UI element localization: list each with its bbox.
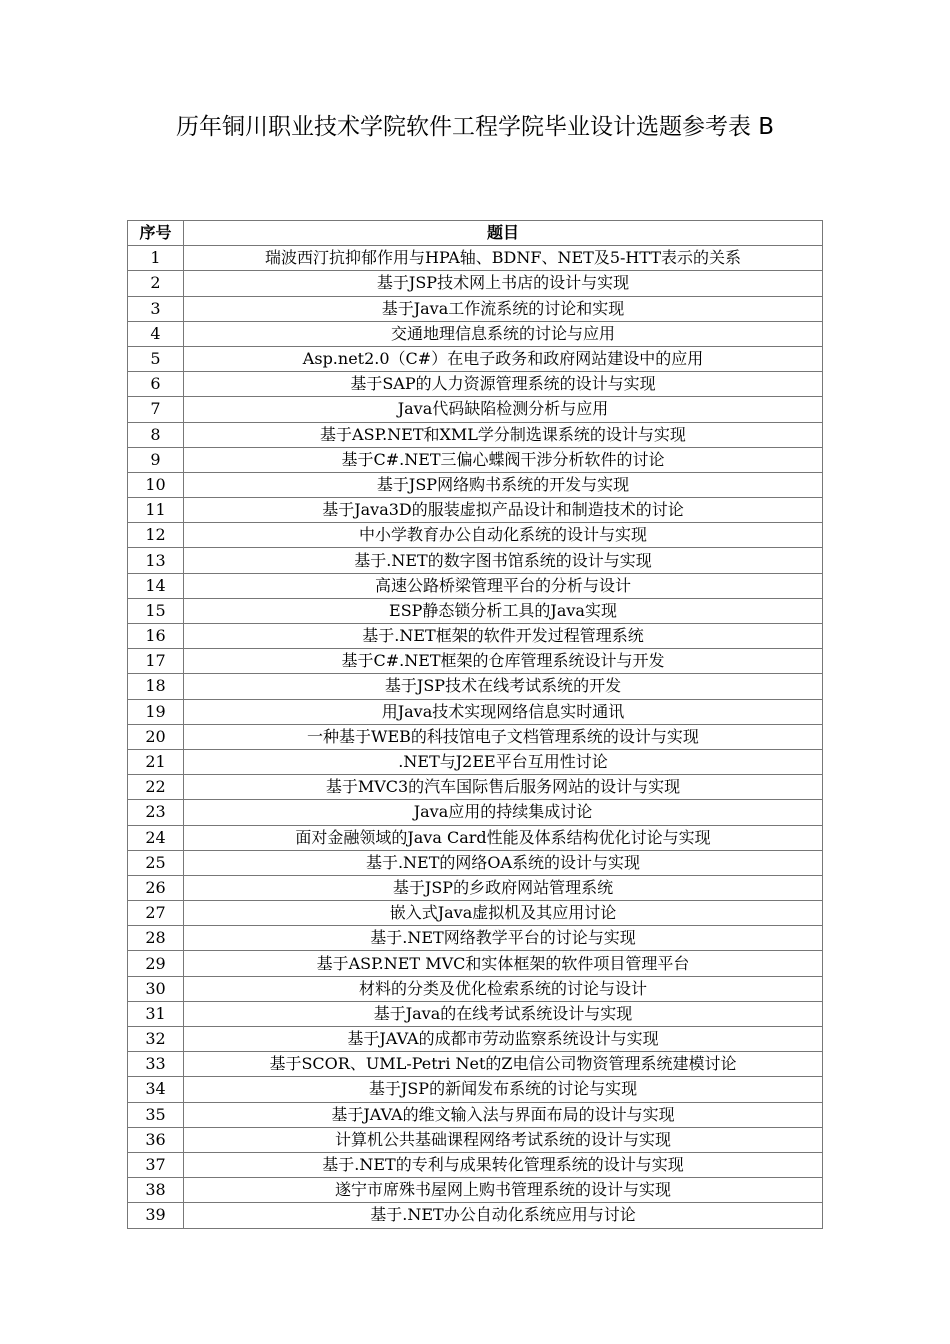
table-row (128, 246, 823, 271)
row-topic: 基于C#.NET框架的仓库管理系统设计与开发 (184, 649, 823, 674)
row-number: 2 (128, 271, 184, 296)
row-number: 17 (128, 649, 184, 674)
row-number: 7 (128, 397, 184, 422)
row-topic: 一种基于WEB的科技馆电子文档管理系统的设计与实现 (184, 724, 823, 749)
table-row (128, 875, 823, 900)
header-topic: 题目 (184, 221, 823, 246)
row-topic: 基于Java工作流系统的讨论和实现 (184, 296, 823, 321)
row-topic: 嵌入式Java虚拟机及其应用讨论 (184, 901, 823, 926)
table-row (128, 976, 823, 1001)
table-row (128, 901, 823, 926)
row-number: 33 (128, 1052, 184, 1077)
row-number: 28 (128, 926, 184, 951)
row-topic: 瑞波西汀抗抑郁作用与HPA轴、BDNF、NET及5-HTT表示的关系 (184, 246, 823, 271)
table-row (128, 372, 823, 397)
row-number: 27 (128, 901, 184, 926)
row-topic: 基于JSP的乡政府网站管理系统 (184, 875, 823, 900)
row-topic: 基于ASP.NET MVC和实体框架的软件项目管理平台 (184, 951, 823, 976)
table-row (128, 1102, 823, 1127)
table-row (128, 825, 823, 850)
row-topic: 基于.NET的网络OA系统的设计与实现 (184, 850, 823, 875)
row-topic: 基于JSP技术网上书店的设计与实现 (184, 271, 823, 296)
row-number: 1 (128, 246, 184, 271)
row-topic: 基于JAVA的成都市劳动监察系统设计与实现 (184, 1027, 823, 1052)
row-number: 24 (128, 825, 184, 850)
table-row (128, 1052, 823, 1077)
row-topic: 面对金融领域的Java Card性能及体系结构优化讨论与实现 (184, 825, 823, 850)
row-topic: 遂宁市席殊书屋网上购书管理系统的设计与实现 (184, 1178, 823, 1203)
row-number: 36 (128, 1127, 184, 1152)
document-title: 历年铜川职业技术学院软件工程学院毕业设计选题参考表 B (175, 114, 775, 140)
row-topic: ESP静态锁分析工具的Java实现 (184, 598, 823, 623)
row-number: 11 (128, 498, 184, 523)
table-row (128, 674, 823, 699)
table-body (128, 246, 823, 1228)
row-topic: 基于Java的在线考试系统设计与实现 (184, 1001, 823, 1026)
row-number: 21 (128, 749, 184, 774)
row-topic: Java应用的持续集成讨论 (184, 800, 823, 825)
row-number: 9 (128, 447, 184, 472)
row-number: 25 (128, 850, 184, 875)
row-number: 22 (128, 775, 184, 800)
row-topic: 基于.NET网络教学平台的讨论与实现 (184, 926, 823, 951)
row-number: 38 (128, 1178, 184, 1203)
row-topic: Asp.net2.0（C#）在电子政务和政府网站建设中的应用 (184, 346, 823, 371)
row-topic: 基于JSP的新闻发布系统的讨论与实现 (184, 1077, 823, 1102)
table-row (128, 1178, 823, 1203)
row-number: 3 (128, 296, 184, 321)
row-number: 23 (128, 800, 184, 825)
row-topic: 基于MVC3的汽车国际售后服务网站的设计与实现 (184, 775, 823, 800)
table-row (128, 1001, 823, 1026)
table-row (128, 1027, 823, 1052)
table-row (128, 926, 823, 951)
table-row (128, 649, 823, 674)
table-row (128, 346, 823, 371)
row-topic: 基于JSP网络购书系统的开发与实现 (184, 472, 823, 497)
table-row (128, 624, 823, 649)
row-topic: 用Java技术实现网络信息实时通讯 (184, 699, 823, 724)
row-number: 15 (128, 598, 184, 623)
row-number: 19 (128, 699, 184, 724)
row-number: 13 (128, 548, 184, 573)
table-row (128, 699, 823, 724)
row-topic: 基于.NET的专利与成果转化管理系统的设计与实现 (184, 1152, 823, 1177)
row-topic: .NET与J2EE平台互用性讨论 (184, 749, 823, 774)
row-topic: Java代码缺陷检测分析与应用 (184, 397, 823, 422)
table-row (128, 951, 823, 976)
row-topic: 基于C#.NET三偏心蝶阀干涉分析软件的讨论 (184, 447, 823, 472)
row-topic: 基于ASP.NET和XML学分制选课系统的设计与实现 (184, 422, 823, 447)
table-row (128, 422, 823, 447)
table-row (128, 271, 823, 296)
row-topic: 基于.NET框架的软件开发过程管理系统 (184, 624, 823, 649)
row-number: 30 (128, 976, 184, 1001)
table-row (128, 296, 823, 321)
row-number: 39 (128, 1203, 184, 1228)
row-topic: 基于.NET的数字图书馆系统的设计与实现 (184, 548, 823, 573)
table-row (128, 1203, 823, 1228)
row-topic: 基于.NET办公自动化系统应用与讨论 (184, 1203, 823, 1228)
table-row (128, 523, 823, 548)
table-row (128, 598, 823, 623)
row-topic: 中小学教育办公自动化系统的设计与实现 (184, 523, 823, 548)
table-row (128, 1152, 823, 1177)
table-row (128, 850, 823, 875)
row-number: 8 (128, 422, 184, 447)
table-header-row (128, 221, 823, 246)
row-number: 18 (128, 674, 184, 699)
table-row (128, 800, 823, 825)
table-row (128, 321, 823, 346)
row-number: 4 (128, 321, 184, 346)
table-row (128, 397, 823, 422)
table-row (128, 548, 823, 573)
table-row (128, 1127, 823, 1152)
row-number: 32 (128, 1027, 184, 1052)
row-number: 26 (128, 875, 184, 900)
row-number: 34 (128, 1077, 184, 1102)
table-row (128, 573, 823, 598)
row-number: 35 (128, 1102, 184, 1127)
row-number: 20 (128, 724, 184, 749)
row-topic: 基于JSP技术在线考试系统的开发 (184, 674, 823, 699)
table-row (128, 749, 823, 774)
table-row (128, 775, 823, 800)
row-number: 31 (128, 1001, 184, 1026)
row-number: 5 (128, 346, 184, 371)
row-topic: 交通地理信息系统的讨论与应用 (184, 321, 823, 346)
table-row (128, 472, 823, 497)
row-topic: 基于SAP的人力资源管理系统的设计与实现 (184, 372, 823, 397)
row-number: 6 (128, 372, 184, 397)
table-row (128, 447, 823, 472)
row-number: 14 (128, 573, 184, 598)
row-number: 37 (128, 1152, 184, 1177)
row-number: 10 (128, 472, 184, 497)
row-number: 29 (128, 951, 184, 976)
row-topic: 材料的分类及优化检索系统的讨论与设计 (184, 976, 823, 1001)
table-row (128, 724, 823, 749)
header-number: 序号 (128, 221, 184, 246)
row-number: 12 (128, 523, 184, 548)
row-topic: 基于Java3D的服装虚拟产品设计和制造技术的讨论 (184, 498, 823, 523)
row-topic: 基于SCOR、UML-Petri Net的Z电信公司物资管理系统建模讨论 (184, 1052, 823, 1077)
row-topic: 高速公路桥梁管理平台的分析与设计 (184, 573, 823, 598)
table-row (128, 498, 823, 523)
row-topic: 基于JAVA的维文输入法与界面布局的设计与实现 (184, 1102, 823, 1127)
topics-table (127, 220, 823, 1229)
row-number: 16 (128, 624, 184, 649)
row-topic: 计算机公共基础课程网络考试系统的设计与实现 (184, 1127, 823, 1152)
table-row (128, 1077, 823, 1102)
